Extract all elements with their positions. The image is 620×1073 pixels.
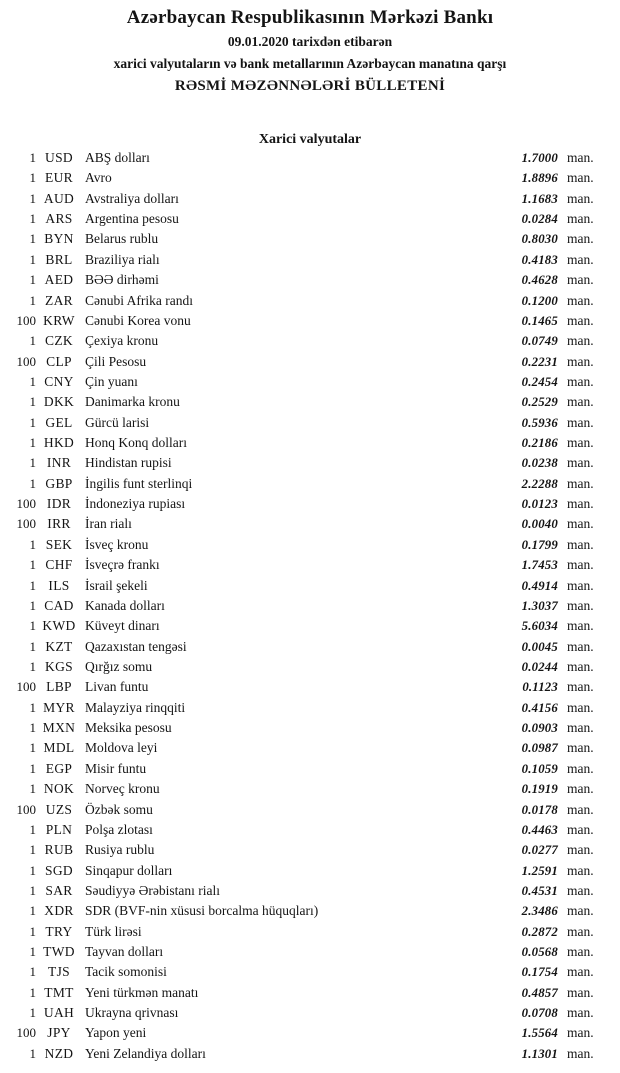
currency-code-cell: BYN — [44, 231, 74, 247]
quantity-cell: 1 — [29, 577, 36, 593]
unit-cell: man. — [567, 475, 594, 491]
currency-code-cell: DKK — [43, 394, 75, 410]
unit-cell: man. — [567, 211, 594, 227]
currency-name-cell: Yapon yeni — [85, 1025, 147, 1041]
currency-name-cell: Sinqapur dolları — [85, 862, 173, 878]
currency-name-cell: Tayvan dolları — [85, 944, 164, 960]
quantity-cell: 100 — [16, 496, 36, 512]
currency-row — [0, 150, 620, 170]
currency-row — [0, 313, 620, 333]
rate-cell: 1.1683 — [521, 191, 558, 206]
currency-row — [0, 476, 620, 496]
currency-code-cell: KWD — [42, 618, 76, 634]
currency-row — [0, 557, 620, 577]
currency-name-cell: Norveç kronu — [85, 781, 160, 797]
quantity-cell: 100 — [16, 801, 36, 817]
currency-name-cell: Meksika pesosu — [85, 720, 172, 736]
unit-cell: man. — [567, 862, 594, 878]
currency-code-cell: IRR — [47, 516, 71, 532]
quantity-cell: 100 — [16, 312, 36, 328]
currency-code-cell: GEL — [45, 414, 73, 430]
currency-name-cell: Çin yuanı — [85, 373, 138, 389]
currency-row — [0, 842, 620, 862]
currency-code-cell: NOK — [43, 781, 75, 797]
currency-name-cell: Hindistan rupisi — [85, 455, 172, 471]
rate-cell: 0.0568 — [521, 945, 558, 960]
unit-cell: man. — [567, 740, 594, 756]
unit-cell: man. — [567, 597, 594, 613]
currency-code-cell: GBP — [45, 475, 73, 491]
currency-code-cell: MYR — [43, 699, 75, 715]
currency-row — [0, 740, 620, 760]
currency-row — [0, 822, 620, 842]
currency-name-cell: Argentina pesosu — [85, 211, 179, 227]
unit-cell: man. — [567, 923, 594, 939]
quantity-cell: 1 — [29, 373, 36, 389]
currency-name-cell: Moldova leyi — [85, 740, 158, 756]
quantity-cell: 1 — [29, 557, 36, 573]
unit-cell: man. — [567, 272, 594, 288]
rate-cell: 0.0045 — [521, 639, 558, 654]
quantity-cell: 1 — [29, 821, 36, 837]
quantity-cell: 1 — [29, 781, 36, 797]
quantity-cell: 1 — [29, 170, 36, 186]
currency-name-cell: BƏƏ dirhəmi — [85, 272, 159, 288]
unit-cell: man. — [567, 944, 594, 960]
currency-code-cell: XDR — [44, 903, 74, 919]
currency-code-cell: ILS — [48, 577, 70, 593]
currency-name-cell: Avro — [85, 170, 112, 186]
currency-row — [0, 618, 620, 638]
currency-rate-table — [0, 150, 620, 1066]
currency-name-cell: Qazaxıstan tengəsi — [85, 638, 187, 654]
currency-name-cell: İndoneziya rupiası — [85, 496, 186, 512]
currency-row — [0, 679, 620, 699]
quantity-cell: 1 — [29, 760, 36, 776]
currency-name-cell: Belarus rublu — [85, 231, 159, 247]
rate-cell: 0.0903 — [521, 721, 558, 736]
currency-name-cell: Rusiya rublu — [85, 842, 155, 858]
unit-cell: man. — [567, 1045, 594, 1061]
currency-name-cell: Livan funtu — [85, 679, 149, 695]
currency-name-cell: Səudiyyə Ərəbistanı rialı — [85, 882, 220, 898]
currency-code-cell: AED — [44, 272, 74, 288]
rate-cell: 0.4463 — [521, 822, 558, 837]
quantity-cell: 100 — [16, 1025, 36, 1041]
currency-code-cell: ARS — [45, 211, 73, 227]
rate-cell: 1.7453 — [521, 558, 558, 573]
rate-cell: 0.0178 — [521, 802, 558, 817]
currency-code-cell: EGP — [45, 760, 73, 776]
rate-cell: 0.2231 — [521, 354, 558, 369]
unit-cell: man. — [567, 821, 594, 837]
currency-row — [0, 985, 620, 1005]
currency-row — [0, 639, 620, 659]
currency-name-cell: Yeni türkmən manatı — [85, 984, 199, 1000]
currency-name-cell: Çili Pesosu — [85, 353, 147, 369]
rate-cell: 0.0040 — [521, 517, 558, 532]
rate-cell: 0.0238 — [521, 456, 558, 471]
rate-cell: 1.8896 — [521, 171, 558, 186]
currency-row — [0, 700, 620, 720]
rate-cell: 2.3486 — [521, 904, 558, 919]
currency-name-cell: Polşa zlotası — [85, 821, 153, 837]
currency-name-cell: Danimarka kronu — [85, 394, 180, 410]
unit-cell: man. — [567, 1025, 594, 1041]
rate-cell: 0.1200 — [521, 293, 558, 308]
unit-cell: man. — [567, 170, 594, 186]
currency-code-cell: UZS — [45, 801, 73, 817]
unit-cell: man. — [567, 333, 594, 349]
bank-name-title: Azərbaycan Respublikasının Mərkəzi Bankı — [126, 7, 494, 28]
currency-code-cell: SAR — [45, 882, 73, 898]
unit-cell: man. — [567, 964, 594, 980]
currency-name-cell: İngilis funt sterlinqi — [85, 475, 193, 491]
currency-row — [0, 170, 620, 190]
currency-code-cell: CLP — [46, 353, 72, 369]
quantity-cell: 1 — [29, 211, 36, 227]
currency-row — [0, 1005, 620, 1025]
unit-cell: man. — [567, 353, 594, 369]
effective-date: 09.01.2020 tarixdən etibarən — [227, 34, 393, 49]
rate-cell: 0.1919 — [521, 782, 558, 797]
quantity-cell: 1 — [29, 292, 36, 308]
currency-name-cell: Misir funtu — [85, 760, 147, 776]
currency-name-cell: Avstraliya dolları — [85, 190, 179, 206]
subject-line: xarici valyutaların və bank metallarının Azərbaycan manatına qarşı — [113, 56, 507, 71]
quantity-cell: 1 — [29, 842, 36, 858]
unit-cell: man. — [567, 760, 594, 776]
currency-row — [0, 964, 620, 984]
currency-row — [0, 720, 620, 740]
rate-cell: 1.3037 — [521, 598, 558, 613]
unit-cell: man. — [567, 373, 594, 389]
currency-name-cell: Özbək somu — [85, 801, 153, 817]
currency-row — [0, 333, 620, 353]
currency-code-cell: KRW — [43, 312, 75, 328]
quantity-cell: 1 — [29, 740, 36, 756]
currency-row — [0, 394, 620, 414]
quantity-cell: 1 — [29, 597, 36, 613]
currency-row — [0, 761, 620, 781]
currency-name-cell: Ukrayna qrivnası — [85, 1005, 179, 1021]
rate-cell: 0.5936 — [521, 415, 558, 430]
currency-code-cell: NZD — [44, 1045, 74, 1061]
quantity-cell: 1 — [29, 475, 36, 491]
unit-cell: man. — [567, 414, 594, 430]
rate-cell: 1.5564 — [521, 1026, 558, 1041]
currency-name-cell: İsveç kronu — [85, 536, 149, 552]
currency-row — [0, 191, 620, 211]
quantity-cell: 1 — [29, 272, 36, 288]
rate-cell: 0.0708 — [521, 1006, 558, 1021]
rate-cell: 5.6034 — [521, 619, 558, 634]
currency-name-cell: Yeni Zelandiya dolları — [85, 1045, 206, 1061]
currency-row — [0, 374, 620, 394]
rate-cell: 0.4531 — [521, 883, 558, 898]
unit-cell: man. — [567, 557, 594, 573]
quantity-cell: 1 — [29, 394, 36, 410]
currency-row — [0, 802, 620, 822]
currency-name-cell: Küveyt dinarı — [85, 618, 160, 634]
unit-cell: man. — [567, 312, 594, 328]
currency-row — [0, 211, 620, 231]
quantity-cell: 1 — [29, 231, 36, 247]
quantity-cell: 1 — [29, 1045, 36, 1061]
currency-name-cell: Malayziya rinqqiti — [85, 699, 186, 715]
currency-code-cell: HKD — [43, 435, 75, 451]
currency-code-cell: CZK — [45, 333, 73, 349]
rate-cell: 0.0284 — [521, 212, 558, 227]
currency-row — [0, 1025, 620, 1045]
unit-cell: man. — [567, 150, 594, 165]
currency-name-cell: Qırğız somu — [85, 658, 153, 674]
currency-row — [0, 415, 620, 435]
quantity-cell: 1 — [29, 903, 36, 919]
unit-cell: man. — [567, 516, 594, 532]
currency-row — [0, 883, 620, 903]
rate-cell: 0.8030 — [521, 232, 558, 247]
currency-row — [0, 924, 620, 944]
quantity-cell: 1 — [29, 251, 36, 267]
rate-cell: 0.4183 — [521, 252, 558, 267]
currency-row — [0, 252, 620, 272]
currency-code-cell: SEK — [45, 536, 73, 552]
rate-cell: 0.1465 — [521, 313, 558, 328]
currency-code-cell: USD — [45, 150, 73, 165]
rate-cell: 0.1754 — [521, 965, 558, 980]
currency-row — [0, 231, 620, 251]
currency-name-cell: İsveçrə frankı — [85, 557, 160, 573]
rate-cell: 1.2591 — [521, 863, 558, 878]
currency-code-cell: TJS — [48, 964, 70, 980]
unit-cell: man. — [567, 536, 594, 552]
quantity-cell: 1 — [29, 150, 36, 165]
currency-code-cell: CAD — [44, 597, 74, 613]
rate-cell: 0.1059 — [521, 761, 558, 776]
currency-code-cell: INR — [46, 455, 72, 471]
unit-cell: man. — [567, 455, 594, 471]
currency-code-cell: BRL — [45, 251, 73, 267]
currency-code-cell: RUB — [44, 842, 74, 858]
currency-code-cell: MDL — [43, 740, 75, 756]
currency-row — [0, 537, 620, 557]
unit-cell: man. — [567, 292, 594, 308]
currency-name-cell: Honq Konq dolları — [85, 435, 187, 451]
rate-cell: 0.0277 — [521, 843, 558, 858]
currency-name-cell: Cənubi Korea vonu — [85, 312, 191, 328]
currency-name-cell: Çexiya kronu — [85, 333, 159, 349]
unit-cell: man. — [567, 801, 594, 817]
currency-row — [0, 863, 620, 883]
quantity-cell: 1 — [29, 435, 36, 451]
currency-row — [0, 516, 620, 536]
currency-row — [0, 272, 620, 292]
unit-cell: man. — [567, 679, 594, 695]
unit-cell: man. — [567, 394, 594, 410]
unit-cell: man. — [567, 251, 594, 267]
currency-row — [0, 903, 620, 923]
unit-cell: man. — [567, 903, 594, 919]
quantity-cell: 1 — [29, 882, 36, 898]
quantity-cell: 1 — [29, 720, 36, 736]
rate-cell: 0.4857 — [521, 985, 558, 1000]
unit-cell: man. — [567, 699, 594, 715]
currency-row — [0, 354, 620, 374]
quantity-cell: 1 — [29, 536, 36, 552]
unit-cell: man. — [567, 781, 594, 797]
rate-cell: 0.0244 — [521, 659, 558, 674]
unit-cell: man. — [567, 190, 594, 206]
unit-cell: man. — [567, 435, 594, 451]
currency-code-cell: EUR — [45, 170, 73, 186]
unit-cell: man. — [567, 618, 594, 634]
unit-cell: man. — [567, 842, 594, 858]
currency-row — [0, 496, 620, 516]
currency-code-cell: PLN — [45, 821, 73, 837]
document-header — [0, 5, 620, 97]
currency-name-cell: Gürcü larisi — [85, 414, 150, 430]
quantity-cell: 1 — [29, 984, 36, 1000]
currency-name-cell: ABŞ dolları — [85, 150, 150, 165]
rate-cell: 0.0123 — [521, 497, 558, 512]
quantity-cell: 1 — [29, 618, 36, 634]
currency-name-cell: İsrail şekeli — [85, 577, 148, 593]
rate-cell: 0.1799 — [521, 537, 558, 552]
quantity-cell: 100 — [16, 353, 36, 369]
quantity-cell: 1 — [29, 923, 36, 939]
currency-row — [0, 944, 620, 964]
unit-cell: man. — [567, 658, 594, 674]
currency-code-cell: KZT — [45, 638, 73, 654]
rate-cell: 0.4914 — [521, 578, 558, 593]
currency-code-cell: TWD — [43, 944, 75, 960]
currency-code-cell: JPY — [47, 1025, 71, 1041]
quantity-cell: 1 — [29, 190, 36, 206]
currency-code-cell: SGD — [45, 862, 73, 878]
currency-code-cell: CHF — [45, 557, 73, 573]
rate-cell: 0.0987 — [521, 741, 558, 756]
quantity-cell: 1 — [29, 638, 36, 654]
rate-cell: 2.2288 — [521, 476, 558, 491]
quantity-cell: 1 — [29, 862, 36, 878]
rate-cell: 1.1301 — [521, 1046, 558, 1061]
quantity-cell: 1 — [29, 1005, 36, 1021]
quantity-cell: 100 — [16, 679, 36, 695]
currency-code-cell: MXN — [42, 720, 76, 736]
quantity-cell: 1 — [29, 658, 36, 674]
rate-cell: 0.4628 — [521, 273, 558, 288]
unit-cell: man. — [567, 882, 594, 898]
currency-row — [0, 435, 620, 455]
currency-name-cell: Tacik somonisi — [85, 964, 167, 980]
section-title-foreign-currencies: Xarici valyutalar — [258, 132, 362, 147]
currency-row — [0, 1046, 620, 1066]
currency-code-cell: CNY — [44, 373, 74, 389]
currency-row — [0, 598, 620, 618]
quantity-cell: 1 — [29, 699, 36, 715]
currency-row — [0, 455, 620, 475]
currency-code-cell: IDR — [46, 496, 72, 512]
currency-name-cell: Türk lirəsi — [85, 923, 142, 939]
unit-cell: man. — [567, 496, 594, 512]
currency-code-cell: LBP — [46, 679, 72, 695]
quantity-cell: 1 — [29, 333, 36, 349]
currency-code-cell: KGS — [45, 658, 73, 674]
currency-code-cell: TRY — [45, 923, 73, 939]
currency-name-cell: Braziliya rialı — [85, 251, 160, 267]
rate-cell: 1.7000 — [521, 151, 558, 165]
unit-cell: man. — [567, 1005, 594, 1021]
currency-name-cell: SDR (BVF-nin xüsusi borcalma hüquqları) — [85, 903, 319, 919]
quantity-cell: 1 — [29, 944, 36, 960]
unit-cell: man. — [567, 984, 594, 1000]
currency-code-cell: ZAR — [45, 292, 73, 308]
rate-cell: 0.2529 — [521, 395, 558, 410]
bulletin-title: RƏSMİ MƏZƏNNƏLƏRİ BÜLLETENİ — [174, 78, 446, 94]
rate-cell: 0.4156 — [521, 700, 558, 715]
currency-name-cell: Cənubi Afrika randı — [85, 292, 193, 308]
unit-cell: man. — [567, 638, 594, 654]
rate-cell: 0.2454 — [521, 374, 558, 389]
unit-cell: man. — [567, 720, 594, 736]
currency-row — [0, 781, 620, 801]
rate-cell: 0.2186 — [521, 436, 558, 451]
unit-cell: man. — [567, 231, 594, 247]
quantity-cell: 1 — [29, 414, 36, 430]
unit-cell: man. — [567, 577, 594, 593]
currency-row — [0, 659, 620, 679]
currency-name-cell: İran rialı — [85, 516, 132, 532]
quantity-cell: 1 — [29, 964, 36, 980]
currency-code-cell: AUD — [43, 190, 75, 206]
rate-cell: 0.1123 — [522, 680, 558, 695]
currency-row — [0, 293, 620, 313]
currency-code-cell: TMT — [44, 984, 74, 1000]
rate-cell: 0.2872 — [521, 924, 558, 939]
currency-row — [0, 578, 620, 598]
currency-code-cell: UAH — [43, 1005, 75, 1021]
rate-cell: 0.0749 — [521, 334, 558, 349]
quantity-cell: 100 — [16, 516, 36, 532]
currency-name-cell: Kanada dolları — [85, 597, 165, 613]
quantity-cell: 1 — [29, 455, 36, 471]
